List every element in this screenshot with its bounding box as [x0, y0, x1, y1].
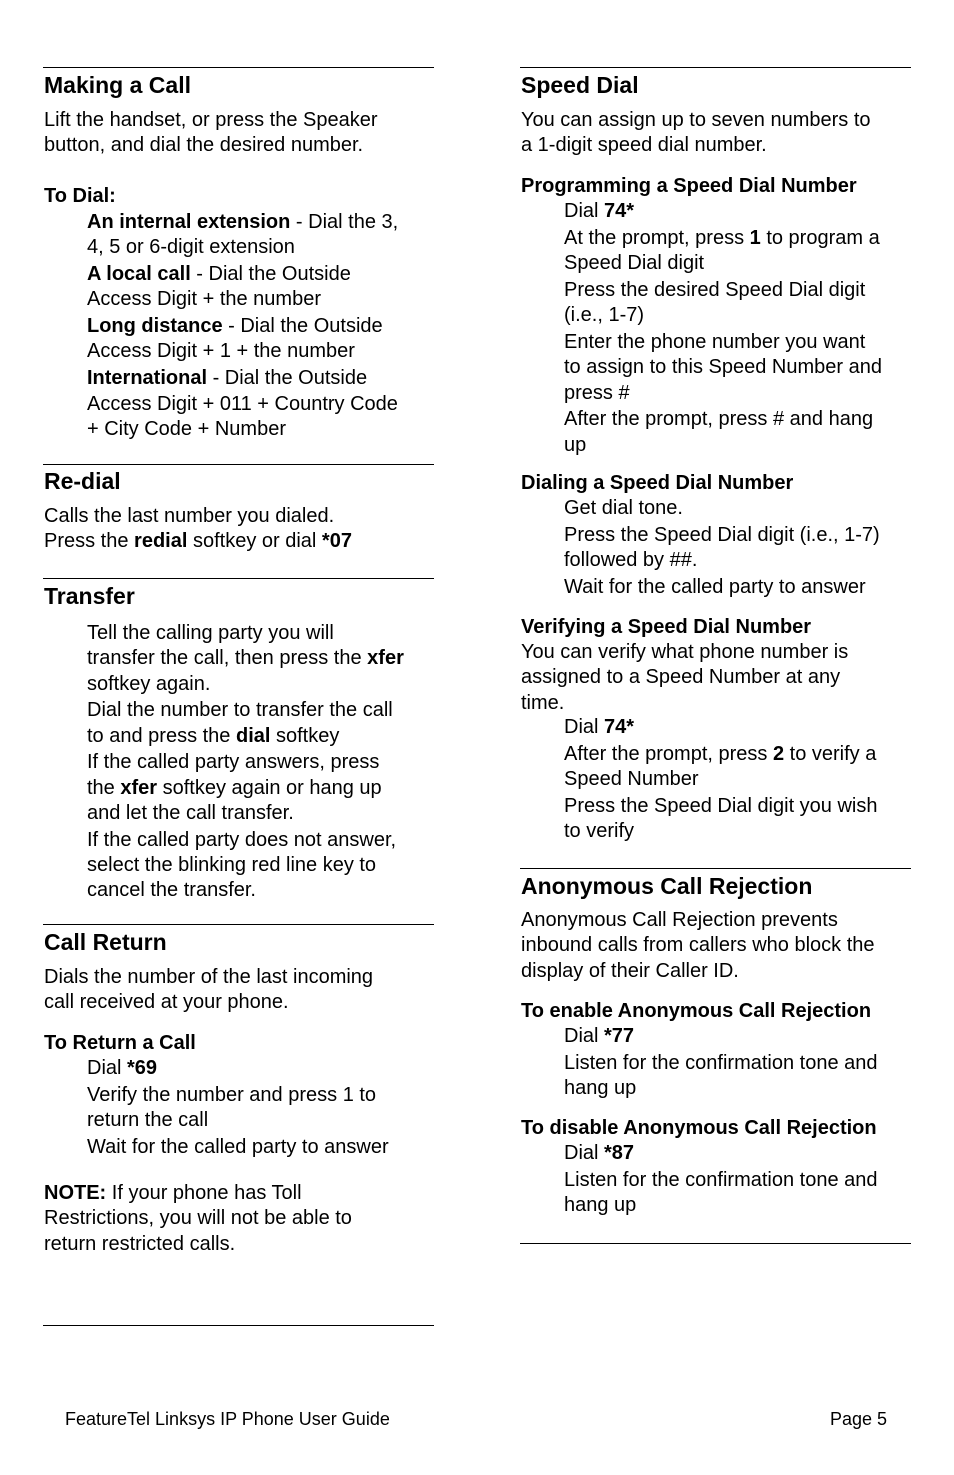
- making-call-heading: Making a Call: [44, 72, 191, 98]
- speed-dial-heading: Speed Dial: [521, 72, 639, 98]
- redial-heading: Re-dial: [44, 468, 121, 494]
- making-call-intro: Lift the handset, or press the Speaker button, and dial the desired number.: [44, 109, 378, 157]
- redial-text: Calls the last number you dialed. Press the redial softkey or dial *07: [44, 505, 352, 553]
- transfer-steps: [87, 621, 404, 904]
- verifying-intro: You can verify what phone number is assigned to a Speed Number at any time.: [521, 641, 849, 714]
- return-call-step: Verify the number and press 1 to return the call: [87, 1083, 377, 1132]
- programming-step: Dial 74*: [564, 200, 635, 222]
- enable-acr-step: Listen for the confirmation tone and hang up: [564, 1051, 878, 1100]
- disable-acr-step: Dial *87: [564, 1142, 635, 1164]
- to-dial-heading: To Dial:: [44, 185, 116, 207]
- programming-step: Enter the phone number you want to assign to this Speed Number and press #: [564, 330, 882, 404]
- footer-guide-title: FeatureTel Linksys IP Phone User Guide: [65, 1409, 390, 1429]
- speed-dial-intro: You can assign up to seven numbers to a 1-digit speed dial number.: [521, 109, 871, 157]
- disable-acr-steps: [564, 1141, 878, 1218]
- enable-acr-heading: To enable Anonymous Call Rejection: [521, 1000, 872, 1022]
- transfer-step: Tell the calling party you will transfer the call, then press the xfer softkey again.: [87, 622, 404, 695]
- programming-step: After the prompt, press # and hang up: [564, 408, 874, 456]
- programming-steps: [564, 199, 882, 458]
- programming-step: At the prompt, press 1 to program a Speed Dial digit: [564, 226, 880, 275]
- verifying-steps: [564, 715, 878, 844]
- transfer-step: Dial the number to transfer the call to and press the dial softkey: [87, 699, 393, 747]
- dialing-step: Get dial tone.: [564, 497, 683, 519]
- dial-option-long-distance: Long distance - Dial the Outside Access Digit + 1 + the number: [87, 315, 383, 363]
- dial-option-international: International - Dial the Outside Access Digit + 011 + Country Code + City Code + Number: [87, 367, 398, 440]
- section-divider: [43, 578, 434, 579]
- enable-acr-step: Dial *77: [564, 1025, 635, 1047]
- section-divider: [520, 67, 911, 68]
- transfer-step: If the called party answers, press the xfer softkey again or hang up and let the call transfer.: [87, 751, 382, 825]
- dial-options-list: [87, 210, 398, 442]
- call-return-heading: Call Return: [44, 929, 167, 955]
- return-call-heading: To Return a Call: [44, 1032, 196, 1054]
- verifying-step: After the prompt, press 2 to verify a Speed Number: [564, 742, 877, 791]
- acr-heading: Anonymous Call Rejection: [521, 873, 813, 899]
- dial-option-local: A local call - Dial the Outside Access Digit + the number: [87, 263, 351, 311]
- dialing-step: Press the Speed Dial digit (i.e., 1-7) followed by ##.: [564, 523, 880, 572]
- verifying-step: Dial 74*: [564, 716, 635, 738]
- call-return-intro: Dials the number of the last incoming call received at your phone.: [44, 966, 374, 1014]
- toll-restriction-note: NOTE: If your phone has Toll Restrictions, you will not be able to return restricted calls.: [44, 1182, 352, 1255]
- acr-intro: Anonymous Call Rejection prevents inbound calls from callers who block the display of their Caller ID.: [521, 909, 875, 982]
- return-call-steps: [87, 1056, 389, 1160]
- dialing-step: Wait for the called party to answer: [564, 575, 866, 598]
- section-divider: [520, 868, 911, 869]
- transfer-step: If the called party does not answer, select the blinking red line key to cancel the transfer.: [87, 828, 397, 902]
- dial-option-internal: An internal extension - Dial the 3, 4, 5 or 6-digit extension: [87, 211, 399, 259]
- section-divider: [43, 464, 434, 465]
- footer-page-number: Page 5: [830, 1409, 888, 1429]
- verifying-speed-dial-heading: Verifying a Speed Dial Number: [521, 616, 812, 638]
- section-divider: [520, 1243, 911, 1244]
- return-call-step: Dial *69: [87, 1057, 158, 1079]
- section-divider: [43, 924, 434, 925]
- disable-acr-heading: To disable Anonymous Call Rejection: [521, 1117, 877, 1139]
- transfer-heading: Transfer: [44, 583, 135, 609]
- verifying-step: Press the Speed Dial digit you wish to verify: [564, 794, 878, 843]
- return-call-step: Wait for the called party to answer: [87, 1135, 389, 1158]
- disable-acr-step: Listen for the confirmation tone and hang up: [564, 1168, 878, 1217]
- programming-speed-dial-heading: Programming a Speed Dial Number: [521, 175, 857, 197]
- section-divider: [43, 67, 434, 68]
- dialing-speed-dial-heading: Dialing a Speed Dial Number: [521, 472, 794, 494]
- section-divider: [43, 1325, 434, 1326]
- programming-step: Press the desired Speed Dial digit (i.e., 1-7): [564, 278, 866, 327]
- enable-acr-steps: [564, 1024, 878, 1101]
- dialing-steps: [564, 496, 880, 600]
